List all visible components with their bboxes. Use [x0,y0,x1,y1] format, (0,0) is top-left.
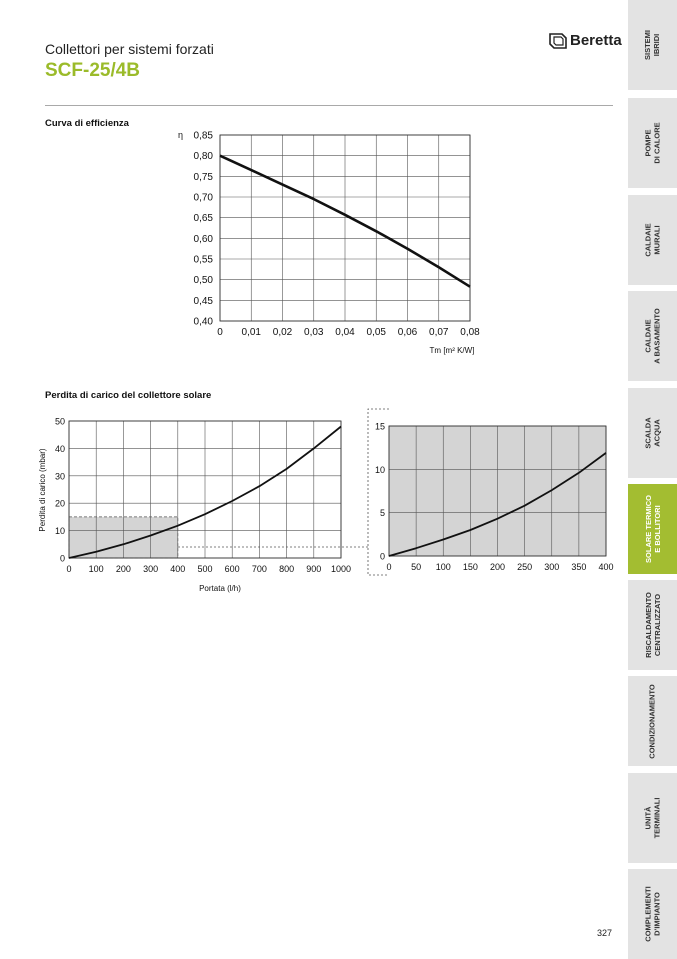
sidebar-tab-4[interactable] [628,291,677,381]
x-tick-label: 1000 [331,564,351,574]
document-subtitle: Collettori per sistemi forzati [45,41,214,57]
y-tick-label: 0,50 [194,275,214,286]
x-tick-label: 0,08 [460,327,480,338]
y-tick-label: 10 [55,526,65,536]
x-axis-label: Tm [m² K/W] [430,346,475,355]
x-tick-label: 0,04 [335,327,355,338]
sidebar-tab-9[interactable] [628,773,677,863]
sidebar-tab-label: SOLARE TERMICO E BOLLITORI [644,495,662,563]
sidebar-tab-7[interactable] [628,580,677,670]
x-tick-label: 300 [544,562,559,572]
x-tick-label: 0,05 [367,327,387,338]
x-tick-label: 0,02 [273,327,293,338]
sidebar-tab-label: POMPE DI CALORE [644,122,662,163]
x-tick-label: 150 [463,562,478,572]
y-tick-label: 0 [380,552,385,562]
sidebar-tab-6[interactable] [628,484,677,574]
zoom-connector-frame [368,409,389,575]
y-tick-label: 0,85 [194,131,214,142]
y-tick-label: 40 [55,444,65,454]
x-tick-label: 0,03 [304,327,324,338]
x-axis-label: Portata (l/h) [199,584,241,593]
y-tick-label: 10 [375,465,385,475]
sidebar-tab-label: RISCALDAMENTO CENTRALIZZATO [644,592,662,658]
x-tick-label: 200 [490,562,505,572]
x-tick-label: 900 [306,564,321,574]
y-tick-label: 30 [55,471,65,481]
y-tick-label: 15 [375,422,385,432]
x-tick-label: 100 [436,562,451,572]
sidebar-tab-1[interactable] [628,0,677,90]
sidebar-tab-5[interactable] [628,388,677,478]
x-tick-label: 700 [252,564,267,574]
efficiency-section-title: Curva di efficienza [45,118,129,129]
y-tick-label: 0,75 [194,172,214,183]
y-tick-label: 0,45 [194,296,214,307]
y-axis-label: η [178,130,183,140]
y-tick-label: 5 [380,508,385,518]
sidebar-tab-label: SISTEMI IBRIDI [643,30,661,60]
x-tick-label: 0 [386,562,391,572]
category-sidebar [628,0,677,958]
y-tick-label: 50 [55,417,65,427]
model-title: SCF-25/4B [45,60,140,82]
sidebar-tab-label: COMPLEMENTI D'IMPIANTO [644,886,662,941]
y-tick-label: 0,55 [194,255,214,266]
sidebar-tab-label: SCALDA ACQUA [644,417,662,448]
sidebar-tab-label: CALDAIE A BASAMENTO [644,308,662,363]
x-tick-label: 600 [225,564,240,574]
x-tick-label: 0,01 [242,327,262,338]
pressure-section-title: Perdita di carico del collettore solare [45,390,211,401]
y-axis-label: Perdita di carico (mbar) [38,448,47,531]
sidebar-tab-10[interactable] [628,869,677,959]
x-tick-label: 400 [598,562,613,572]
sidebar-tab-8[interactable] [628,676,677,766]
x-tick-label: 0 [66,564,71,574]
x-tick-label: 300 [143,564,158,574]
y-tick-label: 0,70 [194,193,214,204]
x-tick-label: 0 [217,327,223,338]
x-tick-label: 250 [517,562,532,572]
y-tick-label: 0,60 [194,234,214,245]
sidebar-tab-label: CALDAIE MURALI [644,223,662,256]
sidebar-tab-3[interactable] [628,195,677,285]
y-tick-label: 0 [60,554,65,564]
x-tick-label: 50 [411,562,421,572]
y-tick-label: 0,40 [194,317,214,328]
y-tick-label: 0,80 [194,151,214,162]
brand-name: Beretta [570,32,622,49]
sidebar-tab-label: UNITÀ TERMINALI [644,798,662,839]
x-tick-label: 0,06 [398,327,418,338]
x-tick-label: 0,07 [429,327,449,338]
x-tick-label: 500 [197,564,212,574]
y-tick-label: 20 [55,499,65,509]
y-tick-label: 0,65 [194,213,214,224]
x-tick-label: 100 [89,564,104,574]
x-tick-label: 350 [571,562,586,572]
sidebar-tab-label: CONDIZIONAMENTO [648,684,657,758]
x-tick-label: 800 [279,564,294,574]
x-tick-label: 200 [116,564,131,574]
sidebar-tab-2[interactable] [628,98,677,188]
page-number: 327 [597,928,612,938]
x-tick-label: 400 [170,564,185,574]
